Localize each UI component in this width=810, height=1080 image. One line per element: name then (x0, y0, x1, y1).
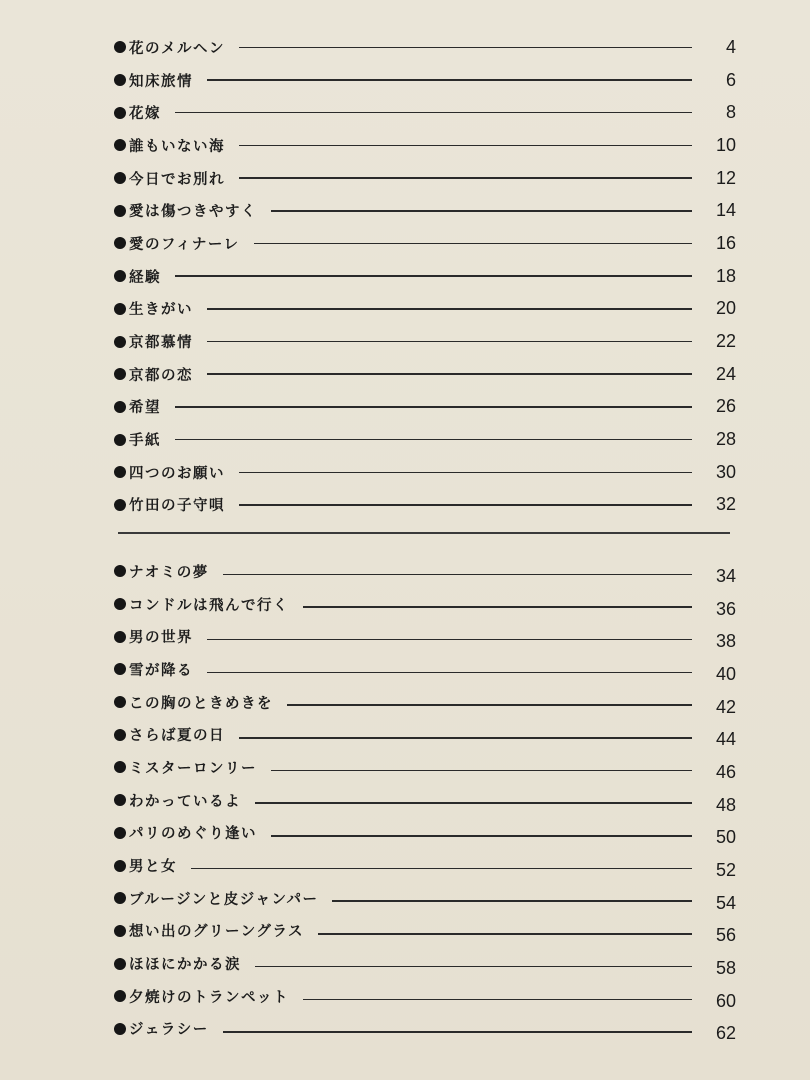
entry-title: 四つのお願い (129, 465, 225, 482)
contents-entry (114, 882, 736, 915)
contents-entry (114, 129, 736, 162)
bullet-icon (114, 401, 126, 413)
leader-line (254, 243, 692, 245)
contents-entry (114, 325, 736, 358)
entry-title: 今日でお別れ (129, 171, 225, 188)
entry-page-number: 14 (715, 200, 736, 221)
bullet-icon (114, 139, 126, 151)
bullet-icon (114, 41, 126, 53)
entry-page-number: 24 (715, 363, 736, 384)
bullet-icon (114, 631, 126, 643)
leader-line (207, 308, 692, 310)
entry-page-number: 6 (725, 69, 736, 90)
leader-line (239, 177, 692, 179)
contents-entry (114, 162, 736, 195)
entry-title: 夕焼けのトランペット (129, 989, 289, 1006)
leader-line (207, 373, 692, 375)
bullet-icon (114, 205, 126, 217)
leader-line (318, 933, 692, 935)
leader-line (271, 770, 692, 772)
leader-line (223, 574, 692, 576)
bullet-icon (114, 172, 126, 184)
contents-entry (114, 588, 736, 621)
entry-page-number: 22 (715, 331, 736, 352)
leader-line (255, 966, 692, 968)
bullet-icon (114, 368, 126, 380)
entry-page-number: 18 (715, 265, 736, 286)
leader-line (207, 672, 692, 674)
entry-page-number: 54 (715, 892, 736, 913)
entry-title: ミスターロンリー (129, 760, 257, 777)
entry-page-number: 52 (715, 860, 736, 881)
leader-line (271, 835, 692, 837)
leader-line (175, 112, 692, 114)
contents-entry (114, 194, 736, 227)
bullet-icon (114, 336, 126, 348)
entry-page-number: 48 (715, 794, 736, 815)
contents-entry (114, 849, 736, 882)
bullet-icon (114, 925, 126, 937)
contents-entry (114, 293, 736, 326)
contents-entry (114, 784, 736, 817)
entry-page-number: 40 (715, 663, 736, 684)
entry-title: ブルージンと皮ジャンパー (129, 891, 319, 908)
entry-title: 生きがい (129, 302, 193, 319)
leader-line (303, 999, 692, 1001)
bullet-icon (114, 237, 126, 249)
entry-page-number: 12 (715, 167, 736, 188)
contents-entry (114, 423, 736, 456)
section-divider (118, 532, 730, 534)
entry-title: 愛のフィナーレ (129, 236, 240, 253)
bullet-icon (114, 892, 126, 904)
bullet-icon (114, 958, 126, 970)
leader-line (287, 704, 692, 706)
leader-line (223, 1031, 692, 1033)
entry-title: ほほにかかる涙 (129, 957, 241, 974)
entry-title: 男の世界 (129, 630, 193, 647)
entry-title: コンドルは飛んで行く (129, 597, 289, 614)
entry-title: わかっているよ (129, 793, 241, 810)
leader-line (239, 47, 692, 49)
contents-entry (114, 456, 736, 489)
leader-line (175, 275, 692, 277)
entry-title: 知床旅情 (129, 73, 193, 90)
entry-title: 希望 (129, 400, 161, 417)
contents-entry (114, 555, 736, 588)
entry-page-number: 20 (715, 298, 736, 319)
bullet-icon (114, 499, 126, 511)
leader-line (239, 145, 692, 147)
entry-page-number: 8 (725, 102, 736, 123)
bullet-icon (114, 565, 126, 577)
leader-line (207, 639, 692, 641)
bullet-icon (114, 827, 126, 839)
entry-title: 竹田の子守唄 (129, 498, 225, 515)
contents-entry (114, 260, 736, 293)
contents-entry (114, 653, 736, 686)
entry-page-number: 10 (715, 134, 736, 155)
entry-page-number: 16 (715, 232, 736, 253)
entry-page-number: 28 (715, 429, 736, 450)
contents-entry (114, 980, 736, 1013)
entry-title: 京都の恋 (129, 367, 193, 384)
contents-entry (114, 620, 736, 653)
entry-title: 花のメルヘン (129, 40, 225, 57)
entry-title: ジェラシー (129, 1022, 209, 1039)
bullet-icon (114, 696, 126, 708)
bullet-icon (114, 74, 126, 86)
leader-line (239, 504, 692, 506)
entry-page-number: 50 (715, 827, 736, 848)
leader-line (239, 472, 692, 474)
entry-page-number: 58 (715, 958, 736, 979)
bullet-icon (114, 729, 126, 741)
entry-page-number: 36 (715, 598, 736, 619)
leader-line (332, 900, 692, 902)
contents-entry (114, 391, 736, 424)
entry-page-number: 46 (715, 761, 736, 782)
contents-entry (114, 227, 736, 260)
leader-line (255, 802, 692, 804)
entry-title: 手紙 (129, 433, 161, 450)
entry-title: 誰もいない海 (129, 138, 225, 155)
bullet-icon (114, 466, 126, 478)
entry-page-number: 4 (725, 36, 736, 57)
entry-title: 想い出のグリーングラス (129, 924, 304, 941)
leader-line (303, 606, 692, 608)
contents-entry (114, 489, 736, 522)
entry-title: 男と女 (129, 859, 177, 876)
contents-entry (114, 751, 736, 784)
bullet-icon (114, 1023, 126, 1035)
bullet-icon (114, 270, 126, 282)
entry-page-number: 30 (715, 461, 736, 482)
bullet-icon (114, 663, 126, 675)
entry-page-number: 42 (715, 696, 736, 717)
leader-line (271, 210, 692, 212)
entry-page-number: 62 (715, 1023, 736, 1044)
leader-line (175, 406, 692, 408)
entry-title: さらば夏の日 (129, 728, 225, 745)
contents-entry (114, 96, 736, 129)
entry-title: 愛は傷つきやすく (129, 204, 257, 221)
contents-list-section-2 (114, 555, 736, 1045)
entry-page-number: 26 (715, 396, 736, 417)
entry-title: 経験 (129, 269, 161, 286)
contents-entry (114, 64, 736, 97)
entry-title: ナオミの夢 (129, 564, 209, 581)
entry-title: 京都慕情 (129, 335, 193, 352)
leader-line (175, 439, 692, 441)
bullet-icon (114, 860, 126, 872)
leader-line (207, 79, 692, 81)
contents-entry (114, 718, 736, 751)
bullet-icon (114, 990, 126, 1002)
contents-entry (114, 31, 736, 64)
contents-entry (114, 817, 736, 850)
leader-line (207, 341, 692, 343)
entry-page-number: 32 (715, 494, 736, 515)
leader-line (191, 868, 692, 870)
entry-page-number: 56 (715, 925, 736, 946)
contents-entry (114, 686, 736, 719)
contents-entry (114, 947, 736, 980)
entry-page-number: 44 (715, 729, 736, 750)
entry-page-number: 38 (715, 631, 736, 652)
contents-entry (114, 915, 736, 948)
entry-title: 花嫁 (129, 106, 161, 123)
entry-title: この胸のときめきを (129, 695, 273, 712)
entry-page-number: 60 (715, 990, 736, 1011)
bullet-icon (114, 598, 126, 610)
contents-list-section-1 (114, 31, 736, 521)
entry-title: パリのめぐり逢い (129, 826, 257, 843)
contents-entry (114, 358, 736, 391)
contents-entry (114, 1013, 736, 1046)
bullet-icon (114, 761, 126, 773)
bullet-icon (114, 434, 126, 446)
bullet-icon (114, 107, 126, 119)
bullet-icon (114, 303, 126, 315)
entry-title: 雪が降る (129, 662, 193, 679)
bullet-icon (114, 794, 126, 806)
leader-line (239, 737, 692, 739)
entry-page-number: 34 (715, 565, 736, 586)
